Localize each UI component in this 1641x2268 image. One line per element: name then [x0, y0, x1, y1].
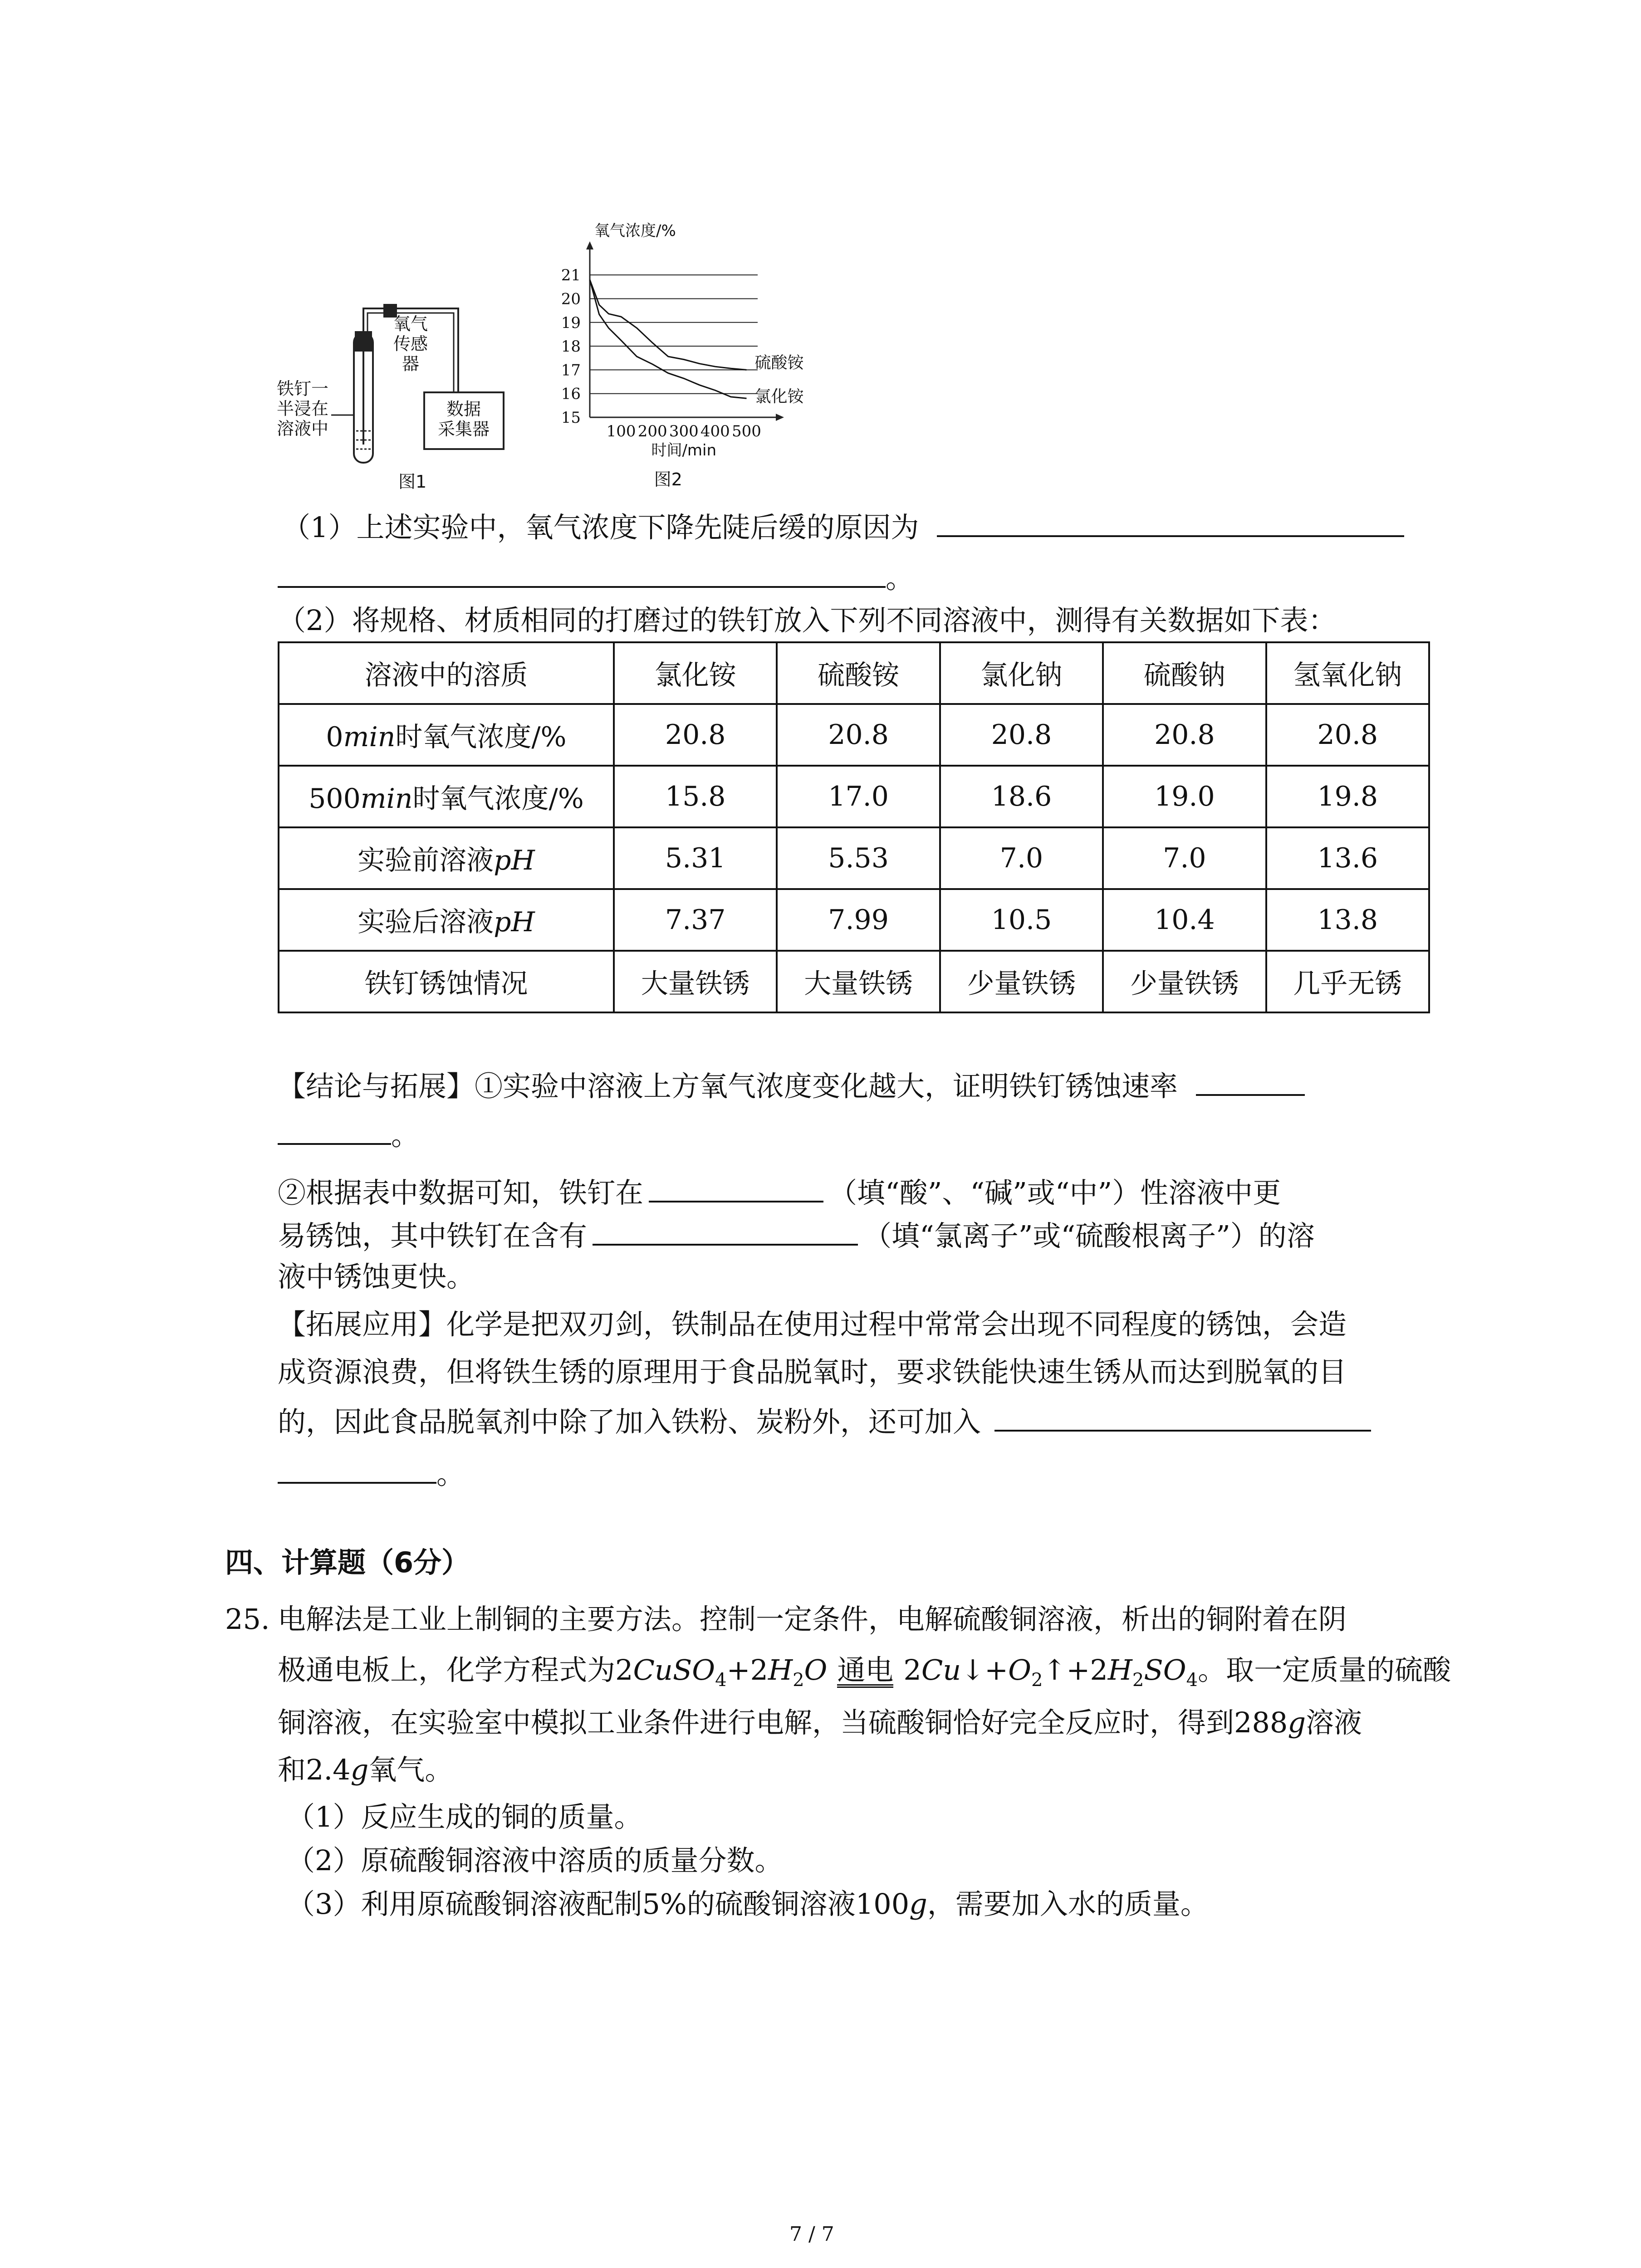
y-axis-arrow [586, 241, 593, 249]
table-cell: 10.4 [1103, 889, 1266, 951]
question-25-sub-2: （2）原硫酸铜溶液中溶质的质量分数。 [287, 1844, 783, 1877]
table-cell: 5.53 [777, 827, 940, 889]
table-cell: 20.8 [1103, 704, 1266, 766]
question-25-sub-1: （1）反应生成的铜的质量。 [287, 1800, 642, 1833]
table-cell: 几乎无锈 [1266, 951, 1429, 1012]
table-cell: 大量铁锈 [777, 951, 940, 1012]
table-cell: 20.8 [777, 704, 940, 766]
conclusion-text: （填“氯离子”或“硫酸根离子”）的溶 [863, 1219, 1315, 1252]
table-row [279, 704, 1429, 766]
table-cell: 18.6 [940, 766, 1103, 827]
table-cell: 13.6 [1266, 827, 1429, 889]
header-cell: 硫酸钠 [1103, 642, 1266, 704]
series-line [590, 280, 747, 370]
table-cell: 7.99 [777, 889, 940, 951]
question-25-number: 25. [225, 1603, 270, 1636]
x-tick-label: 400 [700, 422, 730, 440]
answer-blank-2[interactable] [1196, 1066, 1305, 1096]
y-tick-label: 19 [561, 313, 581, 332]
x-axis-arrow [776, 414, 784, 421]
y-tick-label: 20 [561, 290, 581, 308]
answer-blank-1b[interactable] [278, 558, 886, 588]
period: 。 [391, 1119, 420, 1152]
table-cell: 少量铁锈 [940, 951, 1103, 1012]
row-label: 实验后溶液pH [279, 889, 614, 951]
answer-blank-1[interactable] [937, 507, 1404, 537]
question-25-line-3: 铜溶液，在实验室中模拟工业条件进行电解，当硫酸铜恰好完全反应时，得到288g溶液 [278, 1706, 1362, 1739]
sensor-label: 氧气 传感器 [393, 314, 428, 374]
y-tick-label: 21 [561, 266, 581, 285]
table-header-row [279, 642, 1429, 704]
conclusion-line-2 [278, 1115, 419, 1154]
y-tick-label: 18 [561, 337, 581, 356]
table-cell: 19.0 [1103, 766, 1266, 827]
table-cell: 20.8 [940, 704, 1103, 766]
question-1-text: （1）上述实验中，氧气浓度下降先陡后缓的原因为 [282, 511, 919, 544]
reaction-condition: 通电 [837, 1656, 893, 1688]
period: 。 [436, 1457, 465, 1491]
x-tick-label: 200 [637, 422, 667, 440]
conclusion-text: ②根据表中数据可知，铁钉在 [278, 1176, 644, 1209]
header-cell: 氯化钠 [940, 642, 1103, 704]
answer-blank-5[interactable] [994, 1402, 1371, 1432]
row-label: 实验前溶液pH [279, 827, 614, 889]
header-cell: 硫酸铵 [777, 642, 940, 704]
question-25-line-4: 和2.4g氧气。 [278, 1753, 453, 1786]
figure-1-caption: 图1 [398, 472, 427, 492]
series-label: 硫酸铵 [754, 353, 804, 372]
conclusion-line-1 [278, 1066, 1305, 1105]
table-cell: 大量铁锈 [614, 951, 777, 1012]
x-tick-label: 100 [606, 422, 636, 440]
table-cell: 19.8 [1266, 766, 1429, 827]
x-tick-label: 500 [732, 422, 761, 440]
answer-blank-5b[interactable] [278, 1454, 436, 1484]
table-row [279, 827, 1429, 889]
conclusion-text: （填“酸”、“碱”或“中”）性溶液中更 [829, 1176, 1281, 1209]
table-cell: 7.37 [614, 889, 777, 951]
table-cell: 10.5 [940, 889, 1103, 951]
table-cell: 7.0 [1103, 827, 1266, 889]
table-cell: 13.8 [1266, 889, 1429, 951]
header-cell: 溶液中的溶质 [279, 642, 614, 704]
period: 。 [886, 562, 914, 595]
x-tick-label: 300 [669, 422, 699, 440]
chemical-equation: $2CuSO_4+2H_2O$ 通电 $2Cu↓+O_2↑+2H_2SO_4$ [615, 1653, 1198, 1691]
figure-2-caption: 图2 [654, 469, 682, 489]
figure-1 [277, 290, 522, 499]
conclusion-line-8 [278, 1402, 1371, 1440]
question-1-line2 [278, 558, 914, 596]
conclusion-line-4 [278, 1216, 1315, 1254]
table-cell: 15.8 [614, 766, 777, 827]
y-tick-label: 15 [561, 409, 581, 427]
section-4-title: 四、计算题（6分） [225, 1546, 470, 1579]
table-cell: 5.31 [614, 827, 777, 889]
nail-label: 铁钉一 半浸在 溶液中 [277, 379, 329, 439]
conclusion-line-3 [278, 1173, 1281, 1211]
q25-text: 极通电板上，化学方程式为 [278, 1653, 616, 1686]
row-label: 500min时氧气浓度/% [279, 766, 614, 827]
conclusion-line-9 [278, 1454, 465, 1492]
question-2: （2）将规格、材质相同的打磨过的铁钉放入下列不同溶液中，测得有关数据如下表： [278, 604, 1337, 637]
question-25-sub-3: （3）利用原硫酸铜溶液配制5%的硫酸铜溶液100g，需要加入水的质量。 [287, 1887, 1209, 1921]
series-label: 氯化铵 [754, 387, 804, 406]
table-row [279, 951, 1429, 1012]
answer-blank-3[interactable] [649, 1173, 823, 1202]
conclusion-line-7: 成资源浪费，但将铁生锈的原理用于食品脱氧时，要求铁能快速生锈从而达到脱氧的目 [278, 1355, 1347, 1388]
header-cell: 氢氧化钠 [1266, 642, 1429, 704]
row-label: 铁钉锈蚀情况 [279, 951, 614, 1012]
y-tick-label: 17 [561, 361, 581, 380]
table-cell: 17.0 [777, 766, 940, 827]
row-label: 0min时氧气浓度/% [279, 704, 614, 766]
table-cell: 少量铁锈 [1103, 951, 1266, 1012]
table-cell: 20.8 [614, 704, 777, 766]
conclusion-text: 的，因此食品脱氧剂中除了加入铁粉、炭粉外，还可加入 [278, 1405, 981, 1438]
conclusion-text: 【结论与拓展】①实验中溶液上方氧气浓度变化越大，证明铁钉锈蚀速率 [278, 1070, 1178, 1103]
collector-label: 数据 采集器 [437, 399, 490, 439]
table-row [279, 766, 1429, 827]
x-axis-label: 时间/min [651, 441, 717, 459]
y-axis-label: 氧气浓度/% [594, 222, 676, 240]
conclusion-line-5: 液中锈蚀更快。 [278, 1260, 475, 1293]
y-tick-label: 16 [561, 385, 581, 403]
answer-blank-2b[interactable] [278, 1115, 391, 1145]
conclusion-line-6: 【拓展应用】化学是把双刃剑，铁制品在使用过程中常常会出现不同程度的锈蚀，会造 [278, 1308, 1347, 1341]
question-25-line-2 [278, 1652, 1451, 1698]
q25-text: 。取一定质量的硫酸 [1198, 1653, 1451, 1686]
page-number: 7 / 7 [789, 2223, 834, 2246]
answer-blank-4[interactable] [593, 1216, 858, 1246]
question-25-line-1: 电解法是工业上制铜的主要方法。控制一定条件，电解硫酸铜溶液，析出的铜附着在阴 [278, 1603, 1347, 1636]
table-cell: 7.0 [940, 827, 1103, 889]
data-table [278, 641, 1430, 1013]
series-line [590, 280, 747, 399]
oxygen-chart [549, 218, 830, 499]
question-1 [282, 507, 1404, 546]
table-cell: 20.8 [1266, 704, 1429, 766]
table-row [279, 889, 1429, 951]
header-cell: 氯化铵 [614, 642, 777, 704]
conclusion-text: 易锈蚀，其中铁钉在含有 [278, 1219, 588, 1252]
figure-2 [549, 218, 830, 499]
